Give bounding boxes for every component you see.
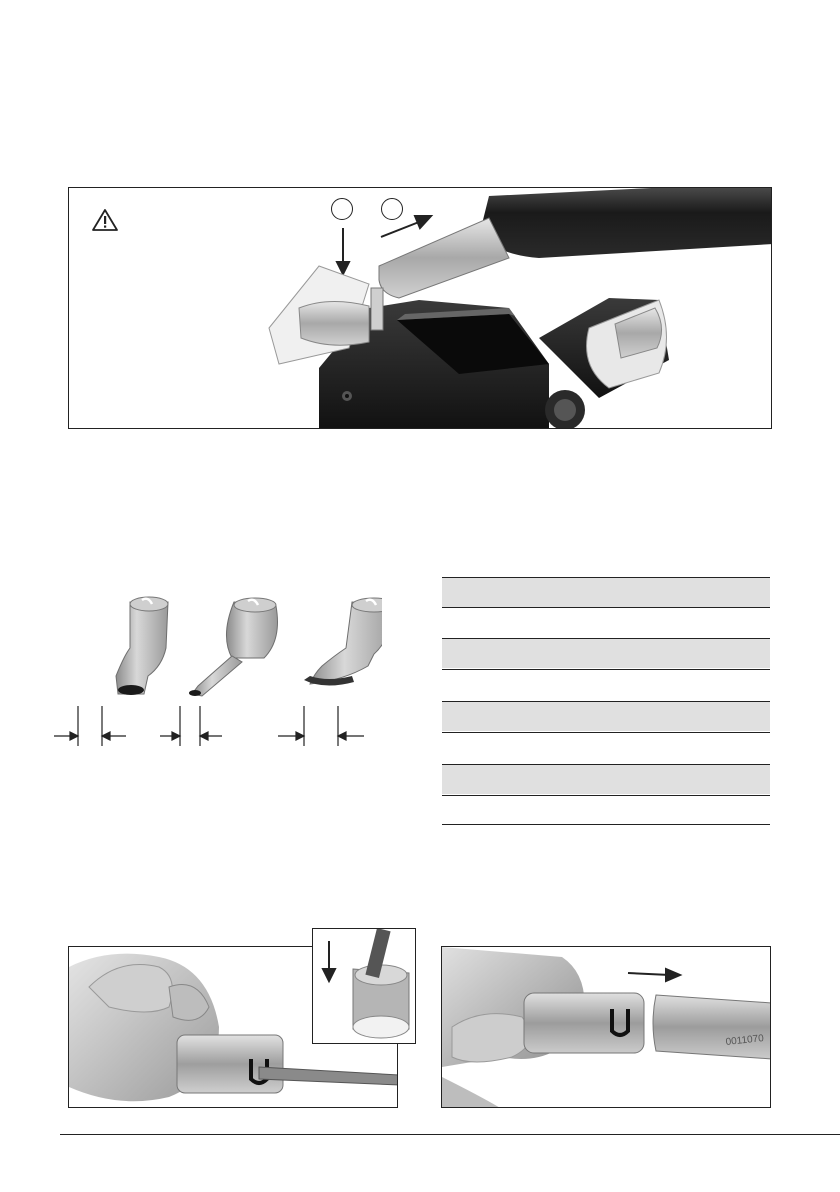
hot-air-tool-station-photo bbox=[69, 188, 772, 429]
nozzle-round-wide bbox=[116, 597, 168, 695]
pull-right-arrow bbox=[628, 969, 680, 981]
nozzle-round-narrow bbox=[189, 598, 278, 696]
table-row bbox=[442, 607, 770, 637]
remove-arrow bbox=[381, 216, 431, 237]
table-row bbox=[442, 701, 770, 731]
nozzle-detail-inset bbox=[312, 928, 416, 1044]
nozzle-types-illustration bbox=[52, 596, 382, 748]
nozzle-attach-photo bbox=[441, 946, 771, 1108]
table-row bbox=[442, 795, 770, 825]
station-figure-frame bbox=[68, 187, 772, 429]
table-row bbox=[442, 732, 770, 762]
table-row bbox=[442, 669, 770, 699]
table-row bbox=[442, 638, 770, 668]
footer-divider bbox=[60, 1134, 840, 1135]
dimension-arrows bbox=[54, 706, 364, 746]
table-row bbox=[442, 764, 770, 794]
press-down-arrow bbox=[323, 941, 335, 981]
table-row bbox=[442, 577, 770, 607]
serial-marking: 0011070 bbox=[725, 1033, 765, 1048]
insert-arrow bbox=[337, 228, 349, 274]
nozzle-slot bbox=[304, 598, 382, 686]
